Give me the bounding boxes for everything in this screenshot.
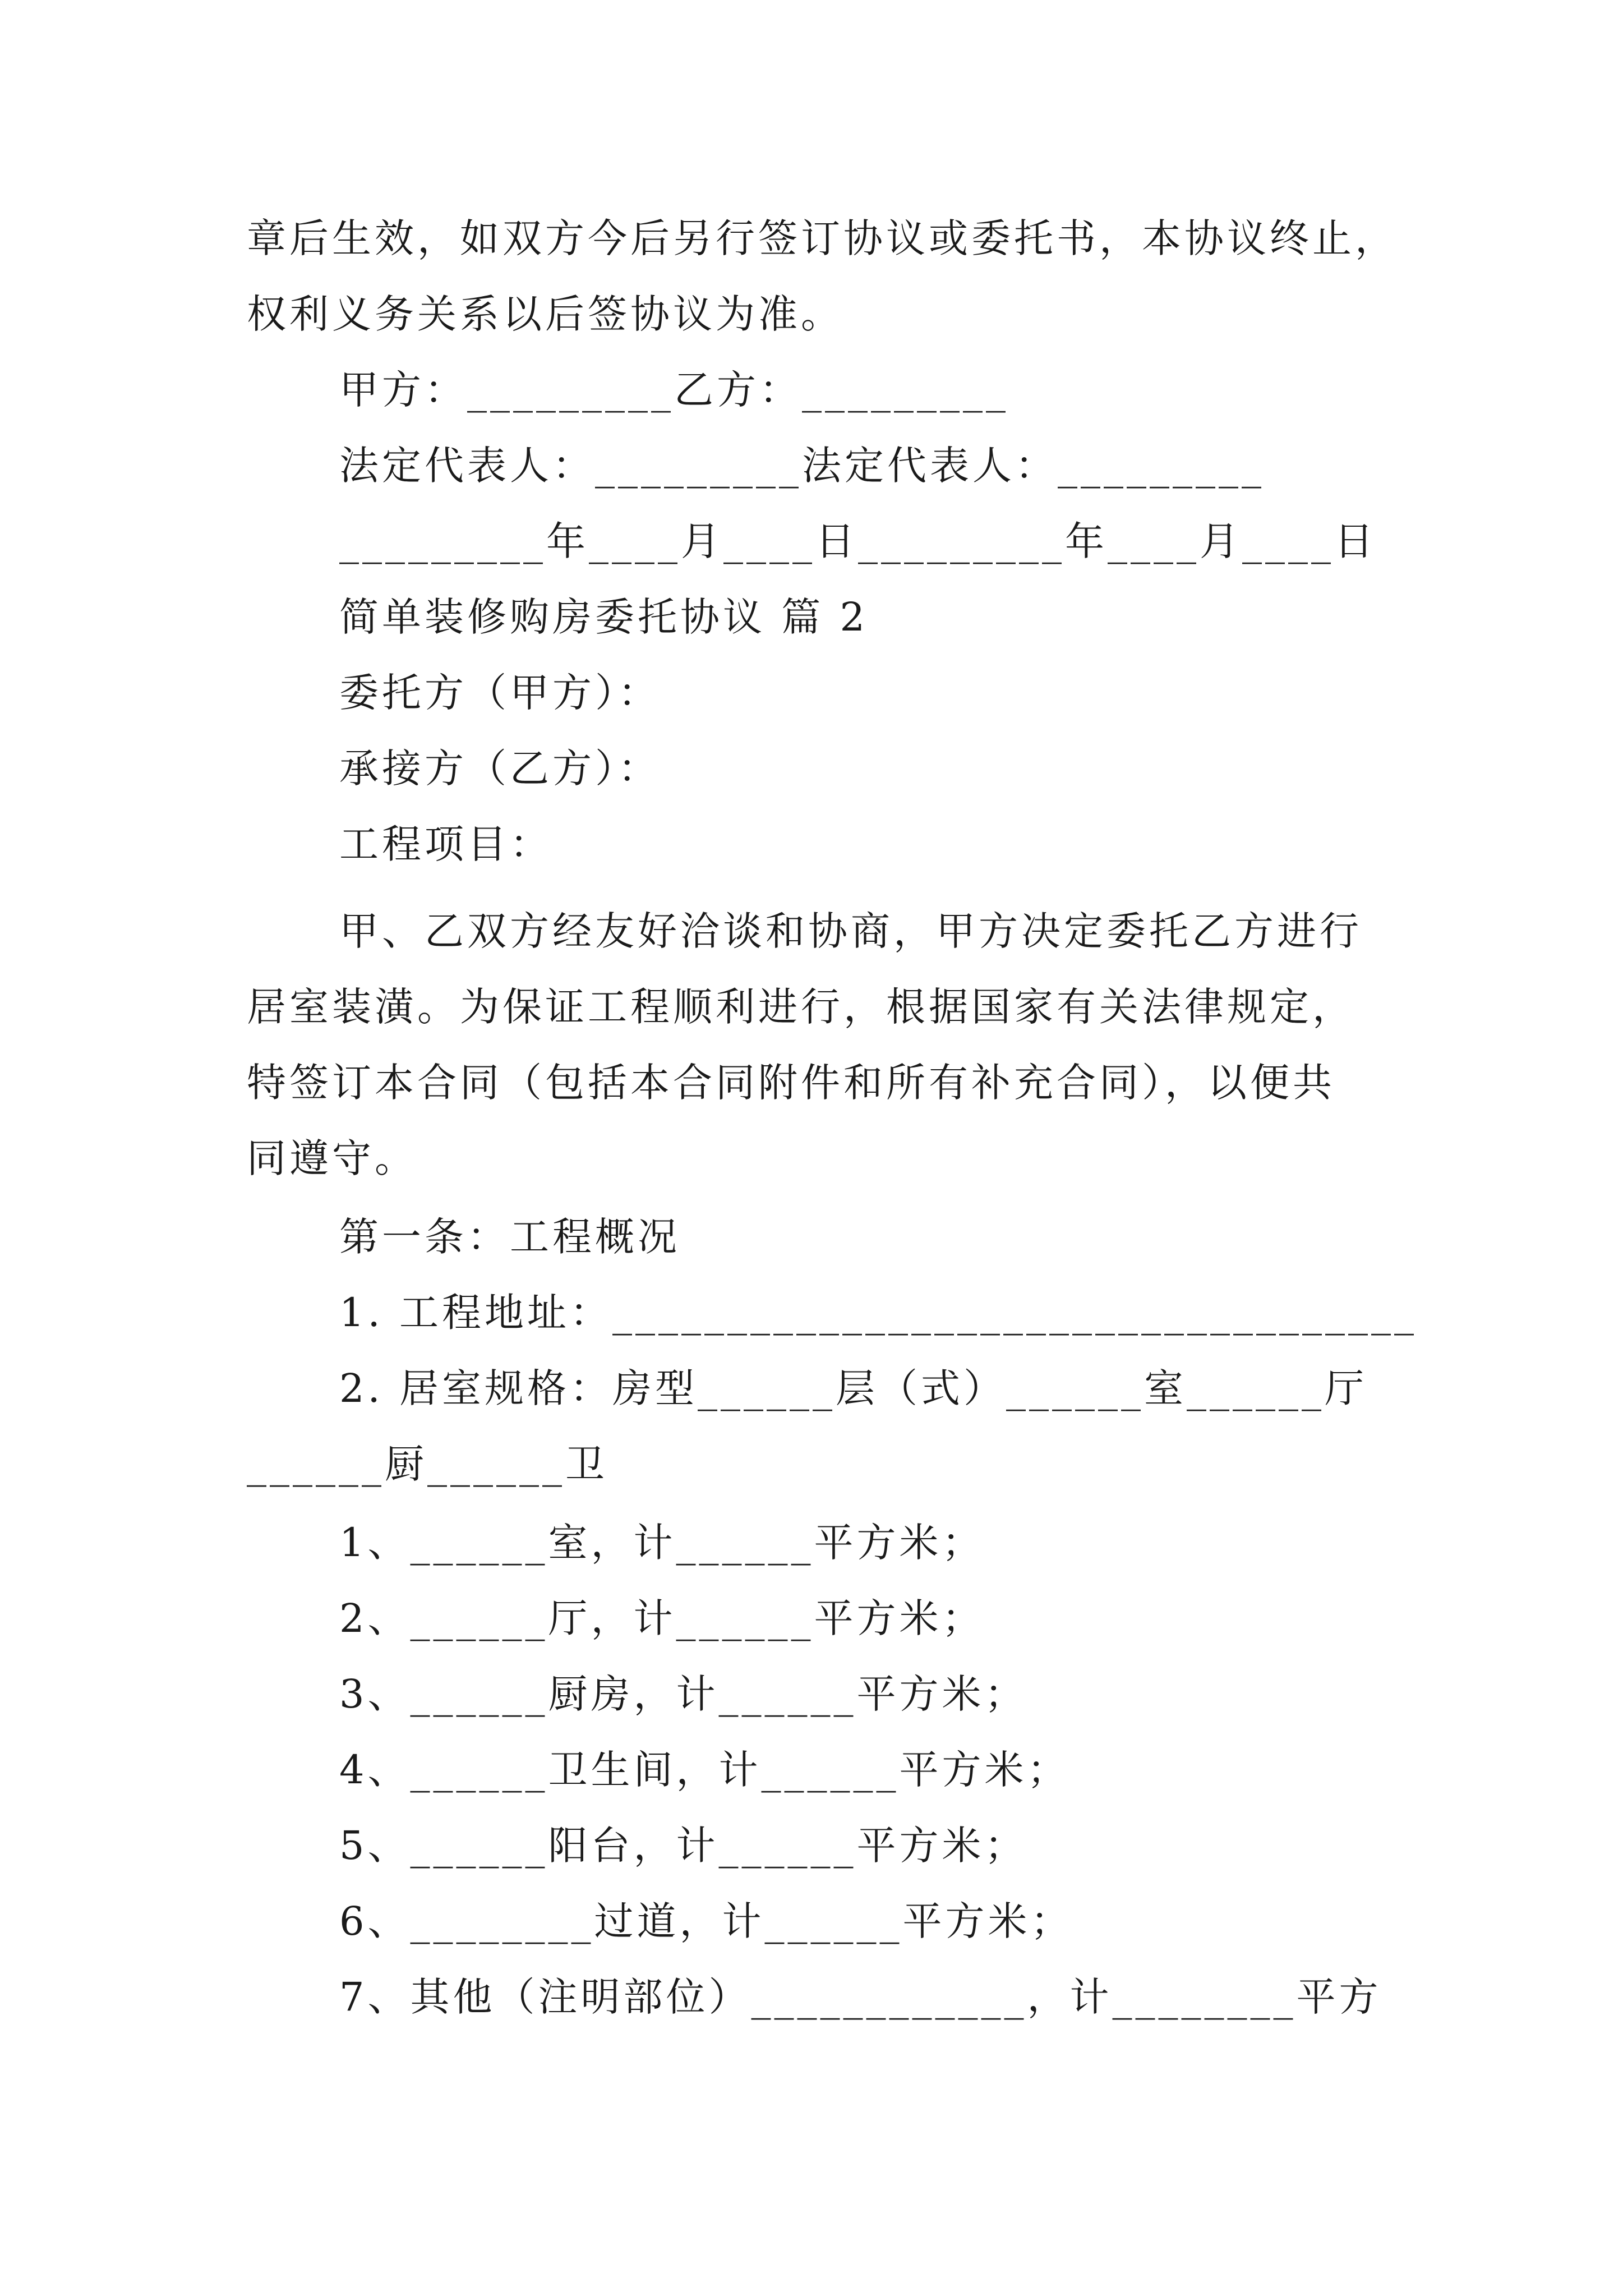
list-item: 2、______厅，计______平方米； bbox=[339, 1595, 985, 1641]
legal-rep-line: 法定代表人：_________法定代表人：_________ bbox=[339, 443, 1265, 489]
list-item: 6、________过道，计______平方米； bbox=[339, 1898, 1073, 1944]
text-line: 承接方（乙方）： bbox=[339, 746, 661, 792]
list-item: ______厨______卫 bbox=[247, 1441, 608, 1487]
clause-heading: 第一条：工程概况 bbox=[339, 1214, 680, 1260]
paragraph-line: 居室装潢。为保证工程顺利进行，根据国家有关法律规定， bbox=[247, 984, 1355, 1030]
text-line: 章后生效，如双方今后另行签订协议或委托书，本协议终止， bbox=[247, 215, 1398, 261]
list-item: 7、其他（注明部位）____________，计________平方 bbox=[339, 1974, 1382, 2020]
list-item: 2. 居室规格：房型______层（式）______室______厅 bbox=[339, 1365, 1368, 1411]
section-title: 简单装修购房委托协议 篇 2 bbox=[339, 594, 869, 640]
text-line: 权利义务关系以后签协议为准。 bbox=[247, 291, 843, 337]
list-item: 3、______厨房，计______平方米； bbox=[339, 1671, 1027, 1717]
list-item: 5、______阳台，计______平方米； bbox=[339, 1823, 1027, 1869]
list-item: 4、______卫生间，计______平方米； bbox=[339, 1747, 1070, 1793]
signature-party-line: 甲方：_________乙方：_________ bbox=[339, 367, 1009, 413]
date-line: _________年____月____日_________年____月____日 bbox=[339, 518, 1377, 564]
paragraph-line: 特签订本合同（包括本合同附件和所有补充合同），以便共 bbox=[247, 1060, 1335, 1106]
paragraph-line: 甲、乙双方经友好洽谈和协商，甲方决定委托乙方进行 bbox=[339, 908, 1362, 954]
paragraph-line: 同遵守。 bbox=[247, 1135, 417, 1181]
text-line: 工程项目： bbox=[339, 821, 552, 867]
list-item: 1、______室，计______平方米； bbox=[339, 1520, 985, 1566]
text-line: 委托方（甲方）： bbox=[339, 670, 661, 716]
list-item: 1. 工程地址：___________________________________ bbox=[339, 1290, 1418, 1336]
